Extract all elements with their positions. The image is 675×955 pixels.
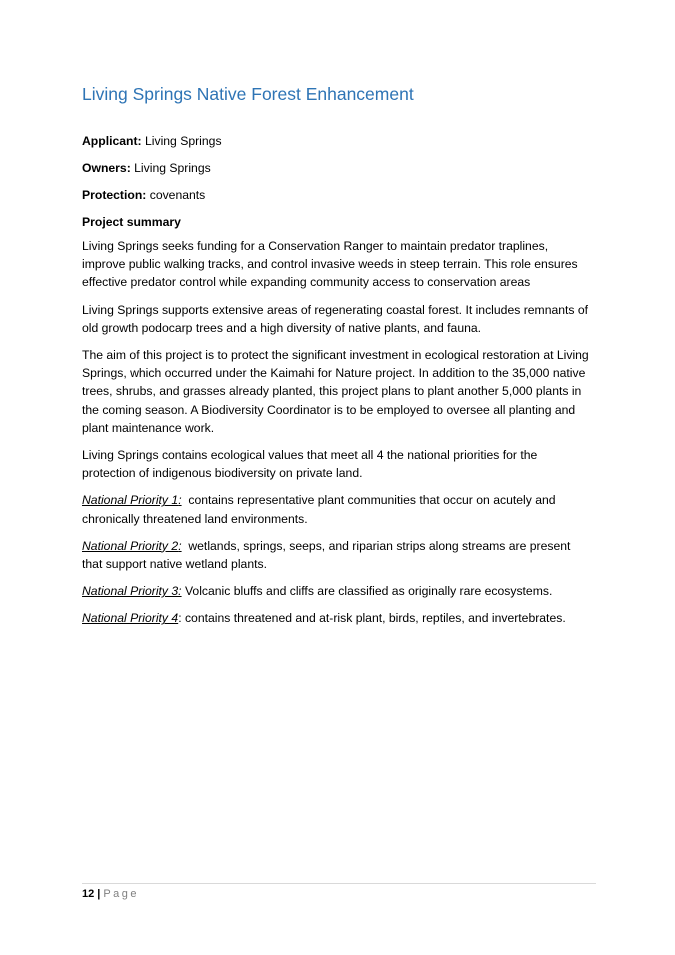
page-number: 12 [82,888,95,900]
priority-4-colon: : [178,611,182,626]
priority-2-label: National Priority 2: [82,538,182,553]
national-priority-4 [82,609,594,627]
priority-1-text: contains representative plant communities that occur on acutely and chronically threatened land environments. [82,493,559,526]
page-footer [82,883,596,902]
owners-field [82,159,594,177]
protection-field [82,186,594,204]
priority-3-text: Volcanic bluffs and cliffs are classified as originally rare ecosystems. [181,584,553,599]
applicant-label: Applicant: [82,134,142,148]
applicant-field [82,132,594,150]
national-priority-2 [82,537,594,573]
page-content [82,82,594,637]
summary-paragraph-1: Living Springs seeks funding for a Conservation Ranger to maintain predator traplines, improve public walking tracks, and control invasive weeds in steep terrain. This role ensures effective predator control while expanding community access to conservation areas [82,239,578,290]
summary-paragraph-4: Living Springs contains ecological values that meet all 4 the national priorities for the protection of indigenous biodiversity on private land. [82,448,538,481]
priority-2-text: wetlands, springs, seeps, and riparian strips along streams are present that support native wetland plants. [82,538,574,572]
summary-paragraph-3: The aim of this project is to protect the significant investment in ecological restoration at Living Springs, which occurred under the Kaimahi for Nature project. In addition to the 35,000 native trees, shrubs, and grasses already planted, this project plans to plant another 5,000 plants in the coming season. A Biodiversity Coordinator is to be employed to oversee all planting and plant maintenance work. [82,348,589,435]
national-priority-1 [82,491,594,527]
protection-value: covenants [149,188,206,202]
footer-separator: | [97,888,101,900]
summary-paragraph-2: Living Springs supports extensive areas of regenerating coastal forest. It includes remnants of old growth podocarp trees and a high diversity of native plants, and fauna. [82,302,589,335]
national-priority-3 [82,582,594,600]
page-title: Living Springs Native Forest Enhancement [82,84,414,104]
page-label: Page [103,888,140,900]
priority-1-label: National Priority 1: [82,493,182,508]
summary-heading: Project summary [82,215,181,229]
priority-4-label: National Priority 4 [82,611,179,626]
priority-3-label: National Priority 3: [82,584,182,599]
owners-label: Owners: [82,161,131,175]
applicant-value: Living Springs [144,134,222,148]
priority-4-text: contains threatened and at-risk plant, birds, reptiles, and invertebrates. [181,611,566,626]
protection-label: Protection: [82,188,147,202]
owners-value: Living Springs [134,161,211,175]
